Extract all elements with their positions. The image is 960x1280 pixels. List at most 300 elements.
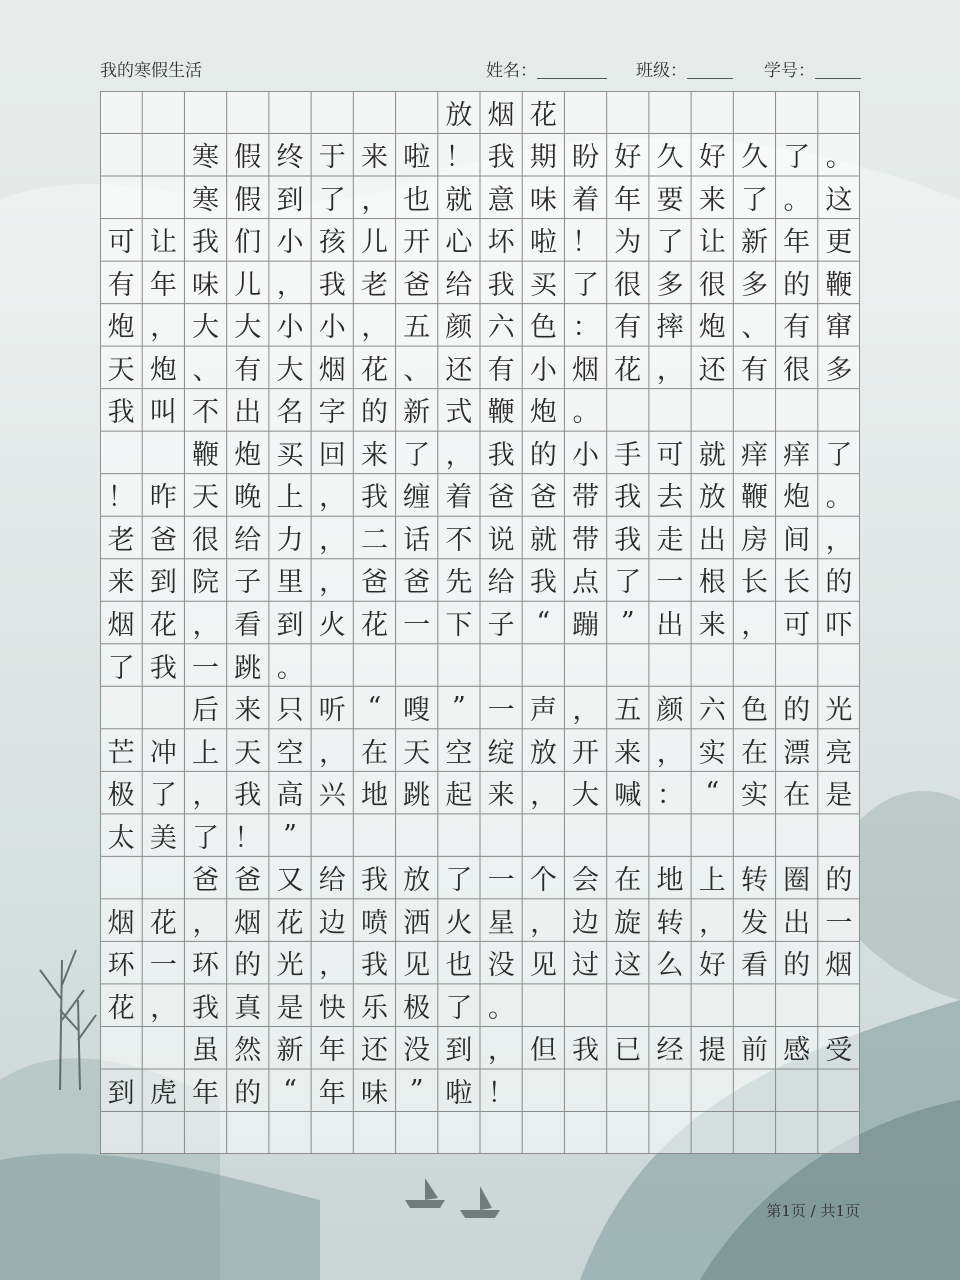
grid-character: 寒 bbox=[192, 142, 220, 174]
name-label: 姓名： bbox=[486, 61, 537, 81]
grid-character: 感 bbox=[783, 1035, 811, 1067]
grid-character: 啦 bbox=[529, 227, 557, 259]
grid-character: 在 bbox=[783, 780, 811, 812]
grid-character: 真 bbox=[234, 992, 262, 1024]
grid-character: 好 bbox=[614, 142, 642, 174]
grid-character: 小 bbox=[529, 354, 557, 386]
grid-character: 缠 bbox=[403, 482, 431, 514]
grid-character: 心 bbox=[445, 227, 473, 259]
grid-character: 我 bbox=[360, 482, 388, 514]
grid-character: 然 bbox=[234, 1035, 262, 1067]
grid-character: 地 bbox=[656, 865, 684, 897]
grid-character: 期 bbox=[529, 142, 557, 174]
grid-character: 、 bbox=[192, 354, 220, 386]
grid-character: 烟 bbox=[572, 354, 600, 386]
grid-character: 来 bbox=[487, 780, 515, 812]
grid-character: 痒 bbox=[740, 439, 768, 471]
id-label: 学号： bbox=[764, 61, 815, 81]
grid-character: 的 bbox=[234, 950, 262, 982]
grid-character: 根 bbox=[698, 567, 726, 599]
grid-character: ， bbox=[319, 482, 347, 514]
grid-character: 上 bbox=[192, 737, 220, 769]
grid-character: ！ bbox=[572, 227, 600, 259]
grid-character: 五 bbox=[614, 695, 642, 727]
grid-character: 看 bbox=[234, 609, 262, 641]
grid-character: 二 bbox=[360, 524, 388, 556]
header-title: 我的寒假生活 bbox=[100, 61, 202, 81]
grid-character: 爸 bbox=[529, 482, 557, 514]
grid-character: 也 bbox=[445, 950, 473, 982]
grid-character: 就 bbox=[445, 184, 473, 216]
grid-character: 极 bbox=[107, 780, 135, 812]
grid-character: 上 bbox=[276, 482, 304, 514]
grid-character: 高 bbox=[276, 780, 304, 812]
grid-character: 窜 bbox=[825, 312, 853, 344]
grid-character: 新 bbox=[276, 1035, 304, 1067]
grid-character: 快 bbox=[318, 992, 346, 1024]
grid-character: 花 bbox=[360, 354, 388, 386]
grid-character: 了 bbox=[192, 822, 220, 854]
name-blank[interactable] bbox=[537, 64, 607, 79]
grid-character: 没 bbox=[487, 950, 515, 982]
grid-character: 来 bbox=[234, 695, 262, 727]
grid-character: 天 bbox=[107, 354, 135, 386]
grid-character: 大 bbox=[192, 312, 220, 344]
grid-character: 里 bbox=[276, 567, 304, 599]
grid-character: 带 bbox=[572, 482, 600, 514]
grid-character: 久 bbox=[740, 142, 768, 174]
grid-character: 给 bbox=[234, 524, 262, 556]
grid-character: 到 bbox=[149, 567, 177, 599]
grid-character: 说 bbox=[487, 524, 515, 556]
grid-character: 见 bbox=[529, 950, 557, 982]
grid-character: 来 bbox=[698, 609, 726, 641]
grid-character: 兴 bbox=[318, 780, 346, 812]
grid-character: 于 bbox=[318, 142, 346, 174]
grid-character: 的 bbox=[360, 397, 388, 429]
grid-character: 到 bbox=[276, 184, 304, 216]
grid-character: 我 bbox=[360, 950, 388, 982]
grid-character: ， bbox=[741, 609, 769, 641]
grid-character: ， bbox=[276, 269, 304, 301]
grid-character: ， bbox=[699, 907, 727, 939]
grid-character: 吓 bbox=[825, 609, 853, 641]
grid-character: 来 bbox=[698, 184, 726, 216]
grid-character: 着 bbox=[445, 482, 473, 514]
grid-character: 。 bbox=[825, 482, 853, 514]
grid-character: 烟 bbox=[318, 354, 346, 386]
grid-character: 我 bbox=[107, 397, 135, 429]
grid-character: 回 bbox=[318, 439, 346, 471]
grid-character: 好 bbox=[698, 950, 726, 982]
grid-character: 来 bbox=[360, 142, 388, 174]
grid-character: 后 bbox=[192, 695, 220, 727]
grid-character: 这 bbox=[825, 184, 853, 216]
grid-character: 颜 bbox=[656, 695, 684, 727]
grid-character: 我 bbox=[614, 482, 642, 514]
grid-character: 没 bbox=[403, 1035, 431, 1067]
grid-character: 名 bbox=[276, 397, 304, 429]
grid-character: 子 bbox=[234, 567, 262, 599]
grid-character: 大 bbox=[234, 312, 262, 344]
grid-character: 带 bbox=[572, 524, 600, 556]
grid-character: 经 bbox=[656, 1035, 684, 1067]
grid-character: 大 bbox=[276, 354, 304, 386]
grid-character: 一 bbox=[487, 695, 515, 727]
class-label: 班级： bbox=[636, 61, 687, 81]
grid-character: 爸 bbox=[192, 865, 220, 897]
grid-character: 让 bbox=[698, 227, 726, 259]
grid-character: 美 bbox=[149, 822, 177, 854]
grid-character: 。 bbox=[825, 142, 853, 174]
grid-character: 听 bbox=[318, 695, 346, 727]
grid-character: 不 bbox=[192, 397, 220, 429]
grid-character: 鞭 bbox=[825, 269, 853, 301]
grid-character: 房 bbox=[740, 524, 768, 556]
grid-character: 放 bbox=[529, 737, 557, 769]
grid-character: 爸 bbox=[234, 865, 262, 897]
grid-character: 啦 bbox=[445, 1077, 473, 1109]
grid-character: 给 bbox=[487, 567, 515, 599]
grid-character: 痒 bbox=[783, 439, 811, 471]
grid-character: 年 bbox=[783, 227, 811, 259]
grid-character: 新 bbox=[740, 227, 768, 259]
grid-character: 长 bbox=[783, 567, 811, 599]
grid-character: 了 bbox=[825, 439, 853, 471]
grid-character: 光 bbox=[825, 695, 853, 727]
grid-character: 年 bbox=[149, 269, 177, 301]
grid-character: 老 bbox=[360, 269, 388, 301]
grid-character: 花 bbox=[360, 609, 388, 641]
grid-character: 爸 bbox=[403, 567, 431, 599]
grid-character: 受 bbox=[825, 1035, 853, 1067]
grid-character: 会 bbox=[572, 865, 600, 897]
grid-character: 间 bbox=[783, 524, 811, 556]
grid-character: 实 bbox=[740, 780, 768, 812]
grid-character: 多 bbox=[825, 354, 853, 386]
grid-character: 只 bbox=[276, 695, 304, 727]
grid-character: 儿 bbox=[360, 227, 388, 259]
name-field[interactable] bbox=[486, 56, 607, 81]
grid-character: 过 bbox=[572, 950, 600, 982]
grid-character: 火 bbox=[318, 609, 346, 641]
grid-character: ， bbox=[530, 780, 558, 812]
grid-character: 不 bbox=[445, 524, 473, 556]
grid-character: ， bbox=[656, 737, 684, 769]
grid-character: 鞭 bbox=[487, 397, 515, 429]
grid-character: 很 bbox=[192, 524, 220, 556]
grid-character: 环 bbox=[192, 950, 220, 982]
grid-character: 鞭 bbox=[740, 482, 768, 514]
grid-character: 可 bbox=[656, 439, 684, 471]
grid-character: 我 bbox=[487, 142, 515, 174]
grid-character: 晚 bbox=[234, 482, 262, 514]
grid-character: 一 bbox=[149, 950, 177, 982]
grid-character: ， bbox=[150, 992, 178, 1024]
grid-character: 出 bbox=[656, 609, 684, 641]
grid-character: ， bbox=[319, 950, 347, 982]
grid-character: 的 bbox=[783, 950, 811, 982]
grid-character: ， bbox=[192, 609, 220, 641]
grid-character: 了 bbox=[149, 780, 177, 812]
grid-character: ！ bbox=[445, 142, 473, 174]
grid-character: 着 bbox=[572, 184, 600, 216]
grid-character: “ bbox=[705, 777, 720, 809]
grid-character: 叫 bbox=[149, 397, 177, 429]
grid-character: 在 bbox=[360, 737, 388, 769]
grid-character: 子 bbox=[487, 609, 515, 641]
grid-character: 声 bbox=[529, 695, 557, 727]
grid-character: 光 bbox=[276, 950, 304, 982]
grid-character: 我 bbox=[487, 439, 515, 471]
grid-character: 小 bbox=[276, 312, 304, 344]
grid-character: 有 bbox=[614, 312, 642, 344]
grid-character: 摔 bbox=[656, 312, 684, 344]
page-number: 第1页 / 共1页 bbox=[766, 1202, 860, 1220]
grid-character: 太 bbox=[107, 822, 135, 854]
grid-character: 话 bbox=[403, 524, 431, 556]
grid-character: 色 bbox=[529, 312, 557, 344]
grid-character: 。 bbox=[783, 184, 811, 216]
grid-character: 可 bbox=[783, 609, 811, 641]
grid-character: 的 bbox=[783, 695, 811, 727]
grid-character: 圈 bbox=[783, 865, 811, 897]
grid-character: 火 bbox=[445, 907, 473, 939]
grid-character: 小 bbox=[318, 312, 346, 344]
grid-character: 嗖 bbox=[403, 695, 431, 727]
grid-character: 到 bbox=[445, 1035, 473, 1067]
grid-character: 实 bbox=[698, 737, 726, 769]
grid-character: 烟 bbox=[107, 609, 135, 641]
grid-character: 烟 bbox=[234, 907, 262, 939]
grid-character: 在 bbox=[740, 737, 768, 769]
grid-character: 长 bbox=[740, 567, 768, 599]
grid-character: ， bbox=[572, 695, 600, 727]
grid-character: 我 bbox=[360, 865, 388, 897]
grid-character: 了 bbox=[740, 184, 768, 216]
grid-character: 烟 bbox=[825, 950, 853, 982]
grid-character: 假 bbox=[234, 142, 262, 174]
grid-character: 放 bbox=[445, 99, 473, 131]
grid-character: 来 bbox=[614, 737, 642, 769]
grid-character: 点 bbox=[572, 567, 600, 599]
grid-character: 了 bbox=[572, 269, 600, 301]
grid-character: “ bbox=[536, 606, 551, 638]
grid-character: 了 bbox=[403, 439, 431, 471]
grid-character: 去 bbox=[656, 482, 684, 514]
grid-character: 环 bbox=[107, 950, 135, 982]
grid-character: 么 bbox=[656, 950, 684, 982]
grid-character: 天 bbox=[403, 737, 431, 769]
grid-character: ， bbox=[488, 1035, 515, 1067]
grid-character: 乐 bbox=[360, 992, 388, 1024]
grid-character: 走 bbox=[656, 524, 684, 556]
grid-character: 前 bbox=[740, 1035, 768, 1067]
grid-character: 很 bbox=[698, 269, 726, 301]
grid-character: 有 bbox=[107, 269, 135, 301]
grid-character: ！ bbox=[234, 822, 262, 854]
grid-character: 有 bbox=[783, 312, 811, 344]
grid-character: ： bbox=[656, 780, 684, 812]
class-field[interactable] bbox=[636, 56, 733, 81]
grid-character: 我 bbox=[234, 780, 262, 812]
grid-character: 花 bbox=[107, 992, 135, 1024]
grid-character: 下 bbox=[445, 609, 473, 641]
grid-character: 我 bbox=[614, 524, 642, 556]
grid-character: 六 bbox=[487, 312, 515, 344]
grid-character: 年 bbox=[192, 1077, 220, 1109]
grid-character: “ bbox=[283, 1074, 297, 1106]
grid-character: 意 bbox=[487, 184, 515, 216]
grid-character: 是 bbox=[825, 780, 853, 812]
grid-character: 旋 bbox=[614, 907, 642, 939]
grid-character: 了 bbox=[318, 184, 346, 216]
grid-character: 花 bbox=[276, 907, 304, 939]
grid-character: ！ bbox=[107, 482, 135, 514]
grid-character: 花 bbox=[149, 609, 177, 641]
grid-character: 的 bbox=[825, 865, 853, 897]
grid-character: 的 bbox=[783, 269, 811, 301]
grid-character: 年 bbox=[614, 184, 642, 216]
grid-character: ， bbox=[319, 737, 347, 769]
grid-character: “ bbox=[367, 692, 382, 724]
grid-character: 极 bbox=[403, 992, 431, 1024]
grid-character: 了 bbox=[107, 652, 135, 684]
grid-character: 久 bbox=[656, 142, 684, 174]
grid-character: 我 bbox=[318, 269, 346, 301]
grid-character: 可 bbox=[107, 227, 135, 259]
grid-character: 虽 bbox=[192, 1035, 220, 1067]
grid-character: 出 bbox=[783, 907, 811, 939]
grid-character: 花 bbox=[149, 907, 177, 939]
grid-character: 烟 bbox=[107, 907, 135, 939]
grid-character: 天 bbox=[192, 482, 220, 514]
grid-character: 要 bbox=[656, 184, 684, 216]
grid-character: 、 bbox=[403, 354, 431, 386]
grid-character: 多 bbox=[656, 269, 684, 301]
grid-character: 我 bbox=[149, 652, 177, 684]
grid-character: 转 bbox=[740, 865, 768, 897]
grid-character: 也 bbox=[403, 184, 431, 216]
id-field[interactable] bbox=[764, 56, 861, 81]
grid-character: 绽 bbox=[487, 737, 515, 769]
grid-character: 星 bbox=[487, 907, 515, 939]
class-blank[interactable] bbox=[687, 64, 733, 79]
grid-character: ， bbox=[530, 907, 558, 939]
grid-character: 转 bbox=[656, 907, 684, 939]
grid-character: 放 bbox=[403, 865, 431, 897]
grid-character: 鞭 bbox=[192, 439, 220, 471]
grid-character: ： bbox=[572, 312, 600, 344]
grid-character: ， bbox=[150, 312, 178, 344]
grid-character: 开 bbox=[403, 227, 431, 259]
grid-character: ， bbox=[192, 780, 220, 812]
grid-character: 字 bbox=[318, 397, 346, 429]
grid-character: 买 bbox=[276, 439, 304, 471]
grid-character: 我 bbox=[192, 227, 220, 259]
grid-character: 寒 bbox=[192, 184, 220, 216]
grid-character: 很 bbox=[614, 269, 642, 301]
grid-character: 。 bbox=[488, 992, 515, 1024]
grid-character: 花 bbox=[529, 99, 557, 131]
grid-character: 我 bbox=[487, 269, 515, 301]
grid-character: 来 bbox=[107, 567, 135, 599]
grid-character: 色 bbox=[740, 695, 768, 727]
grid-character: 了 bbox=[656, 227, 684, 259]
grid-character: 我 bbox=[572, 1035, 600, 1067]
grid-character: 、 bbox=[741, 312, 769, 344]
grid-character: 跳 bbox=[234, 652, 262, 684]
grid-character: ， bbox=[445, 439, 473, 471]
grid-character: 烟 bbox=[487, 99, 515, 131]
grid-character: 小 bbox=[276, 227, 304, 259]
grid-character: 炮 bbox=[234, 439, 262, 471]
grid-character: 开 bbox=[572, 737, 600, 769]
grid-character: 炮 bbox=[107, 312, 135, 344]
grid-character: 盼 bbox=[572, 142, 600, 174]
grid-character: 年 bbox=[318, 1077, 346, 1109]
grid-character: 给 bbox=[318, 865, 346, 897]
grid-character: 就 bbox=[698, 439, 726, 471]
grid-character: 蹦 bbox=[572, 609, 600, 641]
grid-character: 一 bbox=[487, 865, 515, 897]
grid-character: 炮 bbox=[149, 354, 177, 386]
grid-character: 们 bbox=[234, 227, 262, 259]
grid-character: 先 bbox=[445, 567, 473, 599]
grid-character: 喊 bbox=[614, 780, 642, 812]
grid-character: 花 bbox=[614, 354, 642, 386]
grid-character: 放 bbox=[698, 482, 726, 514]
grid-character: ， bbox=[361, 312, 389, 344]
grid-character: 了 bbox=[445, 992, 473, 1024]
grid-character: 爸 bbox=[360, 567, 388, 599]
grid-character: 昨 bbox=[149, 482, 177, 514]
grid-character: 有 bbox=[234, 354, 262, 386]
grid-character: 一 bbox=[656, 567, 684, 599]
grid-character: ， bbox=[656, 354, 684, 386]
grid-character: 还 bbox=[360, 1035, 388, 1067]
grid-character: 出 bbox=[698, 524, 726, 556]
grid-character: 院 bbox=[192, 567, 220, 599]
grid-character: 坏 bbox=[487, 227, 515, 259]
grid-character: 爸 bbox=[487, 482, 515, 514]
grid-character: 。 bbox=[572, 397, 600, 429]
grid-character: ” bbox=[620, 606, 635, 638]
grid-character: ” bbox=[409, 1074, 424, 1106]
grid-character: ” bbox=[283, 819, 297, 851]
id-blank[interactable] bbox=[815, 64, 861, 79]
grid-character: 五 bbox=[403, 312, 431, 344]
grid-character: 一 bbox=[403, 609, 431, 641]
grid-character: 边 bbox=[572, 907, 600, 939]
grid-character: 让 bbox=[149, 227, 177, 259]
grid-character: 空 bbox=[276, 737, 304, 769]
grid-character: 大 bbox=[572, 780, 600, 812]
grid-character: 给 bbox=[445, 269, 473, 301]
grid-character: 虎 bbox=[149, 1077, 177, 1109]
grid-character: 六 bbox=[698, 695, 726, 727]
grid-character: 天 bbox=[234, 737, 262, 769]
grid-character: 力 bbox=[276, 524, 304, 556]
grid-character: 漂 bbox=[783, 737, 811, 769]
grid-character: 儿 bbox=[234, 269, 262, 301]
grid-character: 更 bbox=[825, 227, 853, 259]
grid-character: ！ bbox=[487, 1077, 515, 1109]
grid-character: 啦 bbox=[403, 142, 431, 174]
grid-character: 地 bbox=[360, 780, 388, 812]
grid-character: 我 bbox=[192, 992, 220, 1024]
grid-character: 炮 bbox=[783, 482, 811, 514]
